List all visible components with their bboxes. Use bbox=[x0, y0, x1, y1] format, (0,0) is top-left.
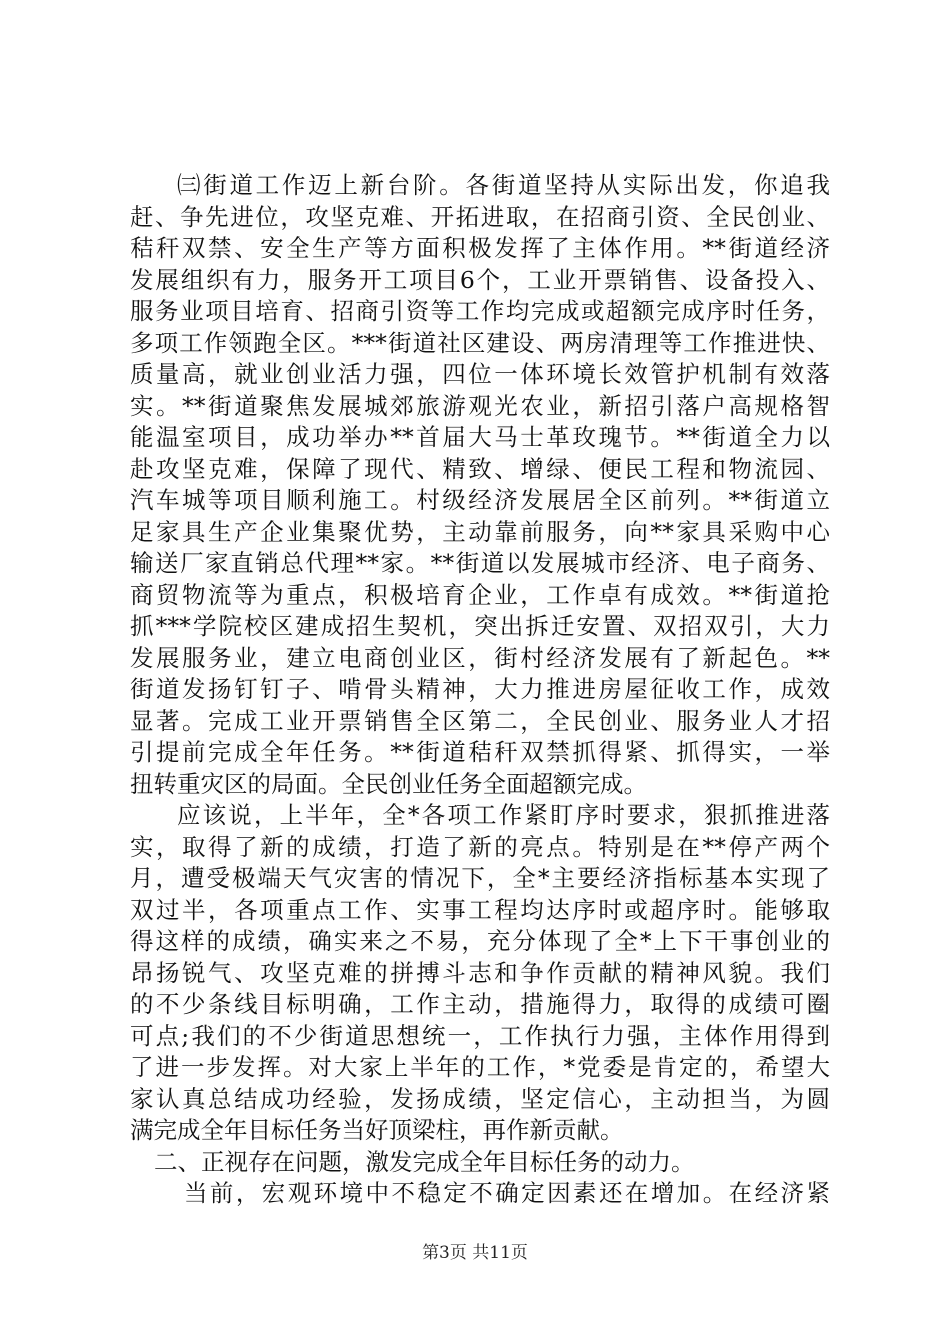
text-line: 满完成全年目标任务当好顶梁柱，再作新贡献。 bbox=[130, 1116, 624, 1144]
text-line: 引提前完成全年任务。**街道秸秆双禁抓得紧、抓得实，一举 bbox=[130, 738, 830, 766]
page-number-footer: 第3页 共11页 bbox=[422, 1243, 528, 1263]
text-line: 扭转重灾区的局面。全民创业任务全面超额完成。 bbox=[130, 769, 647, 798]
text-line: 商贸物流等为重点，积极培育企业，工作卓有成效。**街道抢 bbox=[130, 580, 830, 609]
text-line: 足家具生产企业集聚优势，主动靠前服务，向**家具采购中心 bbox=[130, 517, 830, 546]
text-line: 多项工作领跑全区。***街道社区建设、两房清理等工作推进快、 bbox=[130, 328, 830, 357]
text-line: 当前，宏观环境中不稳定不确定因素还在增加。在经济紧 bbox=[184, 1179, 830, 1207]
section-heading bbox=[130, 1147, 830, 1179]
text-line: 能温室项目，成功举办**首届大马士革玫瑰节。**街道全力以 bbox=[130, 423, 830, 451]
text-line: 赶、争先进位，攻坚克难、开拓进取，在招商引资、全民创业、 bbox=[130, 202, 830, 231]
text-line: 质量高，就业创业活力强，四位一体环境长效管护机制有效落 bbox=[130, 360, 830, 388]
text-line: 月，遭受极端天气灾害的情况下，全*主要经济指标基本实现了 bbox=[130, 864, 830, 892]
paragraph-summary bbox=[130, 800, 830, 1147]
text-line: 的不少条线目标明确，工作主动，措施得力，取得的成绩可圈 bbox=[130, 990, 830, 1018]
paragraph-street-work bbox=[130, 170, 830, 800]
text-line: 服务业项目培育、招商引资等工作均完成或超额完成序时任务， bbox=[130, 297, 830, 325]
text-line: 了进一步发挥。对大家上半年的工作，*党委是肯定的，希望大 bbox=[130, 1053, 830, 1081]
text-line: 赴攻坚克难，保障了现代、精致、增绿、便民工程和物流园、 bbox=[130, 454, 830, 483]
document-body bbox=[130, 170, 830, 1210]
text-line: 应该说，上半年，全*各项工作紧盯序时要求，狠抓推进落 bbox=[177, 801, 830, 829]
text-line: 抓***学院校区建成招生契机，突出拆迁安置、双招双引，大力 bbox=[130, 612, 830, 640]
text-line: 汽车城等项目顺利施工。村级经济发展居全区前列。**街道立 bbox=[130, 486, 830, 514]
text-line: ㈢街道工作迈上新台阶。各街道坚持从实际出发，你追我 bbox=[177, 171, 830, 199]
text-line: 显著。完成工业开票销售全区第二，全民创业、服务业人才招 bbox=[130, 706, 830, 735]
paragraph-current-situation bbox=[130, 1178, 830, 1210]
text-line: 实。**街道聚焦发展城郊旅游观光农业，新招引落户高规格智 bbox=[130, 391, 830, 420]
text-line: 家认真总结成功经验，发扬成绩，坚定信心，主动担当，为圆 bbox=[130, 1084, 830, 1113]
text-line: 发展组织有力，服务开工项目6个，工业开票销售、设备投入、 bbox=[130, 265, 830, 294]
text-line: 秸秆双禁、安全生产等方面积极发挥了主体作用。**街道经济 bbox=[130, 234, 830, 262]
text-line: 街道发扬钉钉子、啃骨头精神，大力推进房屋征收工作，成效 bbox=[130, 675, 830, 703]
text-line: 得这样的成绩，确实来之不易，充分体现了全*上下干事创业的 bbox=[130, 927, 830, 955]
text-line: 实，取得了新的成绩，打造了新的亮点。特别是在**停产两个 bbox=[130, 832, 830, 861]
text-line: 可点;我们的不少街道思想统一，工作执行力强，主体作用得到 bbox=[130, 1021, 830, 1050]
text-line: 二、正视存在问题，激发完成全年目标任务的动力。 bbox=[154, 1147, 695, 1176]
text-line: 输送厂家直销总代理**家。**街道以发展城市经济、电子商务、 bbox=[130, 549, 830, 577]
text-line: 昂扬锐气、攻坚克难的拼搏斗志和争作贡献的精神风貌。我们 bbox=[130, 958, 830, 987]
text-line: 双过半，各项重点工作、实事工程均达序时或超序时。能够取 bbox=[130, 895, 830, 924]
text-line: 发展服务业，建立电商创业区，街村经济发展有了新起色。** bbox=[130, 643, 830, 672]
